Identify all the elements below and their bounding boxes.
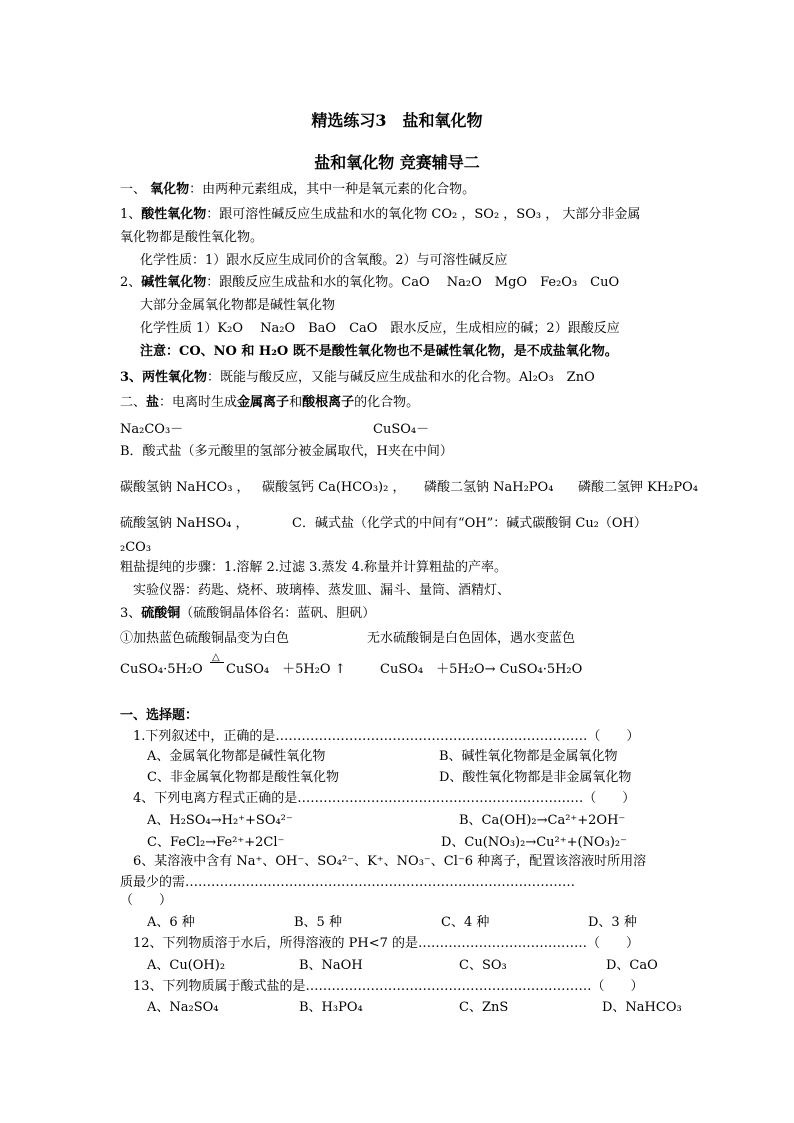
salt-nahco3: 碳酸氢钠 NaHCO₃ ， <box>120 480 250 495</box>
question-4: 4、下列电离方程式正确的是…………………………………………………………（ ） <box>133 791 636 806</box>
q6-option-b: B、5 种 <box>294 915 342 930</box>
question-12: 12、下列物质溶于水后，所得溶液的 PH<7 的是…………………………………（ ） <box>133 936 640 951</box>
question-6-cont: 质最少的需……………………………………………………………………………… <box>120 875 576 890</box>
equation-hydration: CuSO₄ ＋5H₂O→ CuSO₄·5H₂O <box>380 662 583 677</box>
line-note: 注意：CO、NO 和 H₂O 既不是酸性氧化物也不是碱性氧化物，是不成盐氧化物。 <box>140 344 618 359</box>
line-basic-salt: C．碱式盐（化学式的中间有“OH”：碱式碳酸铜 Cu₂（OH） <box>292 516 647 531</box>
line-oxide-definition: 一、 氧化物：由两种元素组成，其中一种是氧元素的化合物。 <box>120 182 476 197</box>
line-basic-oxide-metals: 大部分金属氧化物都是碱性氧化物 <box>140 298 336 313</box>
line-basic-salt-cont: ₂CO₃ <box>120 540 152 555</box>
q4-option-c: C、FeCl₂→Fe²⁺+2Cl⁻ <box>147 835 285 850</box>
q13-option-d: D、NaHCO₃ <box>602 1000 682 1015</box>
q6-option-c: C、4 种 <box>441 915 490 930</box>
page-title: 精选练习3 盐和氧化物 <box>311 111 483 130</box>
q1-option-b: B、碱性氧化物都是金属氧化物 <box>439 749 618 764</box>
q4-option-a: A、H₂SO₄→H₂⁺+SO₄²⁻ <box>147 813 293 828</box>
line-acidic-oxide-properties: 化学性质：1）跟水反应生成同价的含氧酸。2）与可溶性碱反应 <box>140 253 508 268</box>
equation-reactant: CuSO₄·5H₂O <box>120 662 203 677</box>
question-1: 1.下列叙述中，正确的是………………………………………………………………（ ） <box>133 729 640 744</box>
line-instruments: 实验仪器：药匙、烧杯、玻璃棒、蒸发皿、漏斗、量筒、酒精灯、 <box>133 583 511 598</box>
equation-products: CuSO₄ ＋5H₂O ↑ <box>226 662 346 677</box>
q4-option-d: D、Cu(NO₃)₂→Cu²⁺+(NO₃)₂⁻ <box>441 835 627 850</box>
heat-symbol: △ <box>212 652 220 663</box>
salt-nahso4: 硫酸氢钠 NaHSO₄ ， <box>120 516 249 531</box>
q13-option-b: B、H₃PO₄ <box>299 1000 363 1015</box>
page-subtitle: 盐和氧化物 竞赛辅导二 <box>314 153 480 172</box>
salt-nah2po4: 磷酸二氢钠 NaH₂PO₄ <box>424 480 554 495</box>
q1-option-d: D、酸性氧化物都是非金属氧化物 <box>439 770 632 785</box>
section-title: 一、选择题： <box>120 708 199 723</box>
q6-option-a: A、6 种 <box>147 915 195 930</box>
q12-option-b: B、NaOH <box>299 958 363 973</box>
line-anhydrous: 无水硫酸铜是白色固体，遇水变蓝色 <box>367 631 576 646</box>
line-salt-definition: 二、盐：电离时生成金属离子和酸根离子的化合物。 <box>120 395 420 410</box>
line-basic-oxide-properties: 化学性质 1）K₂O Na₂O BaO CaO 跟水反应，生成相应的碱；2）跟酸反应 <box>140 321 620 336</box>
q13-option-a: A、Na₂SO₄ <box>147 1000 219 1015</box>
salt-ca-hco3: 碳酸氢钙 Ca(HCO₃)₂ ， <box>262 480 406 495</box>
line-heating: ①加热蓝色硫酸铜晶变为白色 <box>120 631 290 646</box>
line-amphoteric-oxide: 3、两性氧化物：既能与酸反应，又能与碱反应生成盐和水的化合物。Al₂O₃ ZnO <box>120 370 595 385</box>
line-acid-salt: B．酸式盐（多元酸里的氢部分被金属取代，H夹在中间） <box>120 444 453 459</box>
q1-option-a: A、金属氧化物都是碱性氧化物 <box>147 749 326 764</box>
line-acidic-oxide-cont: 氧化物都是酸性氧化物。 <box>120 230 264 245</box>
line-basic-oxide: 2、碱性氧化物：跟酸反应生成盐和水的氧化物。CaO Na₂O MgO Fe₂O₃ CuO <box>120 275 620 290</box>
question-6: 6、某溶液中含有 Na⁺、OH⁻、SO₄²⁻、K⁺、NO₃⁻、Cl⁻6 种离子，配置该溶液时所用溶 <box>133 854 647 869</box>
line-copper-sulfate: 3、硫酸铜（硫酸铜晶体俗名：蓝矾、胆矾） <box>120 606 376 621</box>
q13-option-c: C、ZnS <box>459 1000 509 1015</box>
question-6-answer-blank: （ ） <box>120 893 173 908</box>
line-acidic-oxide: 1、酸性氧化物：跟可溶性碱反应生成盐和水的氧化物 CO₂ ，SO₂ ，SO₃ ， 大部分非金属 <box>120 207 641 222</box>
equation-arrow <box>210 662 224 664</box>
q6-option-d: D、3 种 <box>588 915 637 930</box>
salt-kh2po4: 磷酸二氢钾 KH₂PO₄ <box>578 480 699 495</box>
q12-option-c: C、SO₃ <box>459 958 507 973</box>
q1-option-c: C、非金属氧化物都是酸性氧化物 <box>147 770 339 785</box>
q12-option-a: A、Cu(OH)₂ <box>147 958 226 973</box>
line-salt-purification: 粗盐提纯的步骤：1.溶解 2.过滤 3.蒸发 4.称量并计算粗盐的产率。 <box>120 560 508 575</box>
question-13: 13、下列物质属于酸式盐的是…………………………………………………………（ ） <box>133 979 644 994</box>
salt-cuso4: CuSO₄－ <box>373 422 430 437</box>
salt-na2co3: Na₂CO₃－ <box>120 422 184 437</box>
q12-option-d: D、CaO <box>606 958 658 973</box>
q4-option-b: B、Ca(OH)₂→Ca²⁺+2OH⁻ <box>459 813 626 828</box>
